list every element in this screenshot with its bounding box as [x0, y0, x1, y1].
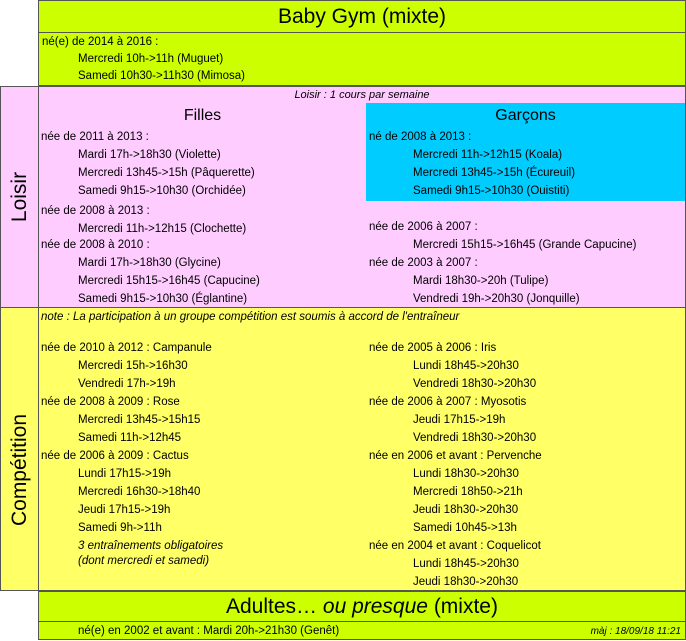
filles-group-3-intro: née de 2008 à 2010 : [41, 239, 150, 251]
comp-left-group-2-line: Mercredi 13h45->15h15 [78, 414, 201, 426]
comp-right-group-3-line: Lundi 18h30->20h30 [413, 468, 519, 480]
garcons-title: Garçons [495, 107, 556, 124]
garcons-group-2-line: Mercredi 15h15->16h45 (Grande Capucine) [413, 239, 637, 251]
comp-right-group-3-line: Samedi 10h45->13h [413, 522, 517, 534]
filles-group-1-line: Mercredi 13h45->15h (Pâquerette) [78, 167, 255, 179]
babygym-title: Baby Gym (mixte) [277, 5, 447, 28]
comp-right-group-3-line: Mercredi 18h50->21h [413, 486, 523, 498]
adultes-title-bar [38, 591, 686, 622]
loisir-side-label: Loisir [8, 171, 31, 223]
babygym-line-1: Mercredi 10h->11h (Muguet) [78, 53, 224, 65]
comp-left-group-3-line: Mercredi 16h30->18h40 [78, 486, 201, 498]
garcons-group-3-line: Vendredi 19h->20h30 (Jonquille) [413, 293, 580, 305]
comp-left-group-3-line: Jeudi 17h15->19h [78, 504, 171, 516]
filles-group-3-line: Samedi 9h15->10h30 (Églantine) [78, 293, 248, 305]
garcons-group-2-intro: née de 2006 à 2007 : [369, 221, 478, 233]
comp-left-group-1-intro: née de 2010 à 2012 : Campanule [41, 342, 212, 354]
comp-right-group-4-line: Lundi 18h45->20h30 [413, 558, 519, 570]
comp-left-note-1: 3 entraînements obligatoires [78, 540, 224, 552]
filles-group-2-intro: née de 2008 à 2013 : [41, 205, 150, 217]
competition-body [38, 307, 686, 591]
comp-right-group-1-intro: née de 2005 à 2006 : Iris [369, 342, 497, 354]
comp-left-group-1-line: Mercredi 15h->16h30 [78, 360, 188, 372]
comp-right-group-3-intro: née en 2006 et avant : Pervenche [369, 450, 542, 462]
babygym-intro: né(e) de 2014 à 2016 : [42, 36, 159, 48]
filles-title: Filles [183, 107, 222, 124]
update-timestamp: màj : 18/09/18 11:21 [590, 626, 681, 637]
comp-left-group-2-line: Samedi 11h->12h45 [78, 432, 182, 444]
comp-right-group-3-line: Jeudi 18h30->20h30 [413, 504, 519, 516]
adultes-title-part: (mixte) [427, 595, 498, 618]
comp-right-group-2-line: Jeudi 17h15->19h [413, 414, 506, 426]
garcons-group-1-line: Mercredi 11h->12h15 (Koala) [413, 149, 563, 161]
adultes-title-italic: ou presque [322, 595, 428, 618]
filles-group-3-line: Mardi 17h->18h30 (Glycine) [78, 257, 221, 269]
filles-group-1-line: Mardi 17h->18h30 (Violette) [78, 149, 221, 161]
loisir-body [38, 86, 686, 308]
garcons-group-1-line: Mercredi 13h45->15h (Écureuil) [413, 167, 576, 179]
adultes-title-part: Adultes… [226, 595, 323, 618]
comp-right-group-1-line: Vendredi 18h30->20h30 [413, 378, 537, 390]
garcons-group-3-line: Mardi 18h30->20h (Tulipe) [413, 275, 549, 287]
filles-group-1-line: Samedi 9h15->10h30 (Orchidée) [78, 185, 246, 197]
comp-left-group-2-intro: née de 2008 à 2009 : Rose [41, 396, 180, 408]
comp-right-group-2-intro: née de 2006 à 2007 : Myosotis [369, 396, 527, 408]
comp-left-group-3-line: Samedi 9h->11h [78, 522, 162, 534]
babygym-title-bar [38, 0, 686, 33]
competition-side-label: Compétition [8, 413, 31, 527]
adultes-line: né(e) en 2002 et avant : Mardi 20h->21h30 (Genêt) [78, 625, 340, 637]
comp-right-group-2-line: Vendredi 18h30->20h30 [413, 432, 537, 444]
filles-group-3-line: Mercredi 15h15->16h45 (Capucine) [78, 275, 260, 287]
filles-group-2-line: Mercredi 11h->12h15 (Clochette) [78, 223, 247, 235]
adultes-body [38, 621, 686, 640]
comp-left-group-3-intro: née de 2006 à 2009 : Cactus [41, 450, 189, 462]
loisir-side [0, 86, 39, 308]
competition-note: note : La participation à un groupe compétition est soumis à accord de l'entraîneur [41, 311, 460, 323]
comp-right-group-1-line: Lundi 18h45->20h30 [413, 360, 519, 372]
babygym-line-2: Samedi 10h30->11h30 (Mimosa) [78, 70, 245, 82]
comp-left-group-3-line: Lundi 17h15->19h [78, 468, 172, 480]
loisir-header: Loisir : 1 cours par semaine [294, 89, 430, 101]
babygym-body [38, 32, 686, 86]
filles-group-1-intro: née de 2011 à 2013 : [41, 131, 149, 143]
garcons-group-1-line: Samedi 9h15->10h30 (Ouistiti) [413, 185, 570, 197]
comp-right-group-4-intro: née en 2004 et avant : Coquelicot [369, 540, 541, 552]
comp-left-group-1-line: Vendredi 17h->19h [78, 378, 176, 390]
competition-side [0, 307, 39, 591]
garcons-group-1-intro: né de 2008 à 2013 : [369, 131, 472, 143]
comp-left-note-2: (dont mercredi et samedi) [78, 555, 210, 567]
garcons-group-3-intro: née de 2003 à 2007 : [369, 257, 478, 269]
adultes-title [39, 593, 685, 621]
comp-right-group-4-line: Jeudi 18h30->20h30 [413, 576, 519, 588]
